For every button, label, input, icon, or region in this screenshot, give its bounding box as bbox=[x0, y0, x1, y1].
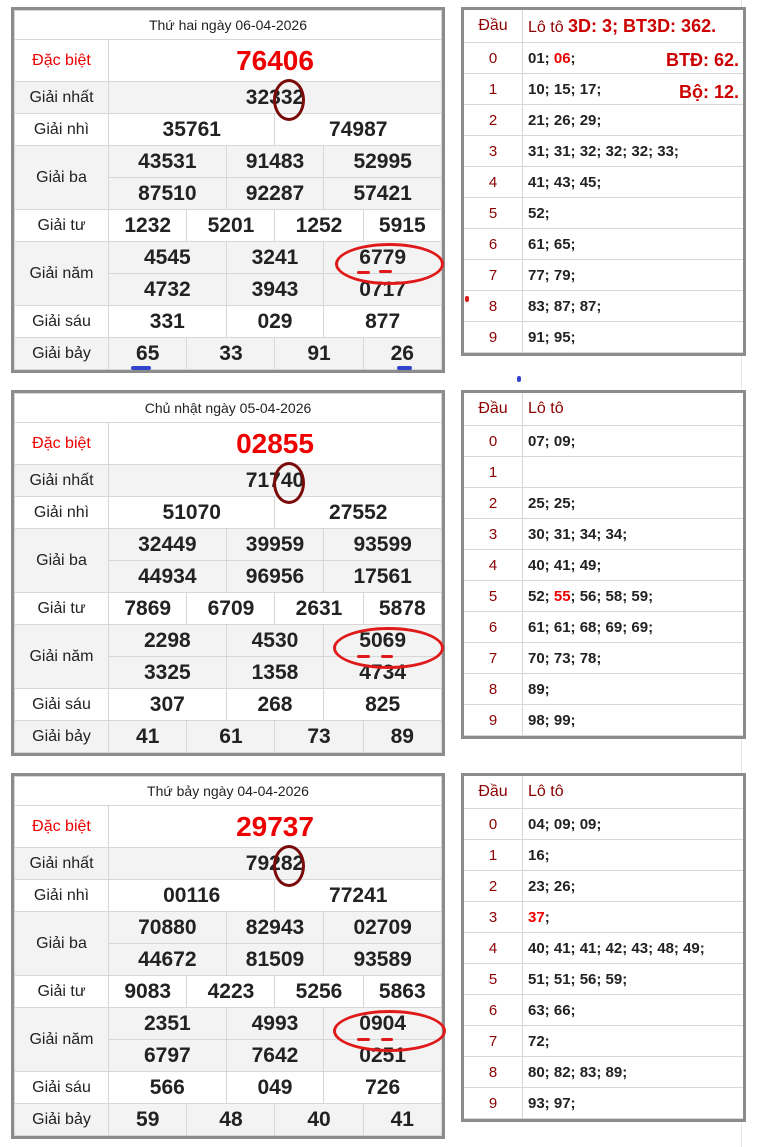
fourth-prize: 5915 bbox=[363, 210, 441, 242]
seventh-prize: 41 bbox=[363, 1104, 441, 1136]
loto-row bbox=[464, 995, 743, 1026]
loto-values bbox=[523, 488, 744, 519]
results-table-2 bbox=[11, 390, 445, 756]
loto-rows bbox=[464, 809, 743, 1119]
special-prize: 76406 bbox=[109, 40, 442, 82]
loto-values bbox=[523, 643, 744, 674]
loto-dau: 4 bbox=[464, 550, 523, 581]
loto-row bbox=[464, 1026, 743, 1057]
third-prize: 81509 bbox=[226, 944, 324, 976]
fifth-prize: 4734 bbox=[324, 657, 442, 689]
loto-row bbox=[464, 840, 743, 871]
loto-value: 51; 51; 56; 59; bbox=[528, 970, 628, 988]
second-prize: 51070 bbox=[109, 497, 275, 529]
oval-mark bbox=[333, 1010, 446, 1052]
loto-row bbox=[464, 291, 743, 322]
loto-dau: 6 bbox=[464, 229, 523, 260]
fifth-prize: 3943 bbox=[226, 274, 324, 306]
loto-values bbox=[523, 1088, 744, 1119]
loto-dau: 6 bbox=[464, 995, 523, 1026]
label-fifth: Giải năm bbox=[15, 242, 109, 306]
fourth-prize: 6709 bbox=[187, 593, 275, 625]
loto-values bbox=[523, 995, 744, 1026]
draw-date: Thứ bảy ngày 04-04-2026 bbox=[15, 777, 442, 806]
loto-dau: 9 bbox=[464, 322, 523, 353]
loto-row bbox=[464, 198, 743, 229]
fifth-prize: 0904 bbox=[324, 1008, 442, 1040]
loto-value: ; bbox=[544, 908, 550, 926]
fourth-prize: 7869 bbox=[109, 593, 187, 625]
sixth-prize: 726 bbox=[324, 1072, 442, 1104]
second-prize: 74987 bbox=[275, 114, 442, 146]
loto-value: 25; 25; bbox=[528, 494, 576, 512]
label-special: Đặc biệt bbox=[15, 40, 109, 82]
third-prize: 44672 bbox=[109, 944, 227, 976]
loto-value: 98; 99; bbox=[528, 711, 576, 729]
draw-block-1 bbox=[0, 7, 762, 377]
results-table-1 bbox=[11, 7, 445, 373]
loto-values bbox=[523, 426, 744, 457]
seventh-prize: 59 bbox=[109, 1104, 187, 1136]
loto-dau: 9 bbox=[464, 705, 523, 736]
loto-header: Lô tô 3D: 3; BT3D: 362. bbox=[523, 10, 744, 43]
loto-dau: 7 bbox=[464, 643, 523, 674]
loto-values bbox=[523, 933, 744, 964]
loto-values bbox=[523, 1026, 744, 1057]
fifth-prize: 1358 bbox=[226, 657, 324, 689]
loto-value: 63; 66; bbox=[528, 1001, 576, 1019]
third-prize: 82943 bbox=[226, 912, 324, 944]
label-seventh: Giải bảy bbox=[15, 721, 109, 753]
loto-row bbox=[464, 1088, 743, 1119]
third-prize: 39959 bbox=[226, 529, 324, 561]
loto-row bbox=[464, 136, 743, 167]
loto-values bbox=[523, 705, 744, 736]
loto-row bbox=[464, 519, 743, 550]
circle-mark bbox=[273, 845, 305, 887]
results-table-3 bbox=[11, 773, 445, 1139]
label-special: Đặc biệt bbox=[15, 423, 109, 465]
loto-values bbox=[523, 809, 744, 840]
loto-value: 40; 41; 49; bbox=[528, 556, 602, 574]
third-prize: 57421 bbox=[324, 178, 442, 210]
dash-mark bbox=[357, 271, 370, 274]
loto-dau: 7 bbox=[464, 1026, 523, 1057]
loto-row bbox=[464, 105, 743, 136]
loto-row bbox=[464, 964, 743, 995]
loto-value: 91; 95; bbox=[528, 328, 576, 346]
oval-mark bbox=[333, 627, 444, 669]
loto-value: 21; 26; 29; bbox=[528, 111, 602, 129]
loto-dau: 0 bbox=[464, 426, 523, 457]
loto-dau: 3 bbox=[464, 902, 523, 933]
loto-dau: 3 bbox=[464, 136, 523, 167]
loto-value: 04; 09; 09; bbox=[528, 815, 602, 833]
loto-dau: 1 bbox=[464, 74, 523, 105]
dash-mark bbox=[381, 655, 393, 658]
label-sixth: Giải sáu bbox=[15, 306, 109, 338]
loto-row bbox=[464, 229, 743, 260]
loto-row bbox=[464, 1057, 743, 1088]
label-third: Giải ba bbox=[15, 146, 109, 210]
third-prize: 32449 bbox=[109, 529, 227, 561]
third-prize: 44934 bbox=[109, 561, 227, 593]
label-fourth: Giải tư bbox=[15, 976, 109, 1008]
loto-row bbox=[464, 581, 743, 612]
fifth-prize: 5069 bbox=[324, 625, 442, 657]
loto-value: 52; bbox=[528, 204, 550, 222]
loto-values bbox=[523, 550, 744, 581]
loto-values bbox=[523, 964, 744, 995]
third-prize: 92287 bbox=[226, 178, 324, 210]
label-third: Giải ba bbox=[15, 529, 109, 593]
loto-dau: 7 bbox=[464, 260, 523, 291]
loto-values bbox=[523, 105, 744, 136]
label-second: Giải nhì bbox=[15, 880, 109, 912]
seventh-prize: 48 bbox=[187, 1104, 275, 1136]
dash-mark bbox=[357, 655, 370, 658]
loto-value: 01; bbox=[528, 49, 554, 67]
third-prize: 93589 bbox=[324, 944, 442, 976]
loto-values bbox=[523, 457, 744, 488]
seventh-prize: 65 bbox=[109, 338, 187, 370]
loto-values bbox=[523, 322, 744, 353]
loto-value: 07; 09; bbox=[528, 432, 576, 450]
stat-btd: BTĐ: 62. bbox=[665, 50, 739, 70]
third-prize: 52995 bbox=[324, 146, 442, 178]
label-first: Giải nhất bbox=[15, 465, 109, 497]
loto-values bbox=[523, 260, 744, 291]
label-second: Giải nhì bbox=[15, 497, 109, 529]
third-prize: 93599 bbox=[324, 529, 442, 561]
fifth-prize: 0717 bbox=[324, 274, 442, 306]
loto-values bbox=[523, 840, 744, 871]
loto-values bbox=[523, 229, 744, 260]
loto-values bbox=[523, 581, 744, 612]
draw-date: Thứ hai ngày 06-04-2026 bbox=[15, 11, 442, 40]
loto-value: 31; 31; 32; 32; 32; 33; bbox=[528, 142, 679, 160]
seventh-prize: 89 bbox=[363, 721, 441, 753]
label-sixth: Giải sáu bbox=[15, 689, 109, 721]
loto-dau: 8 bbox=[464, 1057, 523, 1088]
loto-value: 55 bbox=[553, 587, 571, 605]
fifth-prize: 2298 bbox=[109, 625, 227, 657]
seventh-prize: 91 bbox=[275, 338, 363, 370]
loto-dau: 3 bbox=[464, 519, 523, 550]
sixth-prize: 566 bbox=[109, 1072, 227, 1104]
loto-row bbox=[464, 167, 743, 198]
special-prize: 29737 bbox=[109, 806, 442, 848]
sixth-prize: 307 bbox=[109, 689, 227, 721]
label-seventh: Giải bảy bbox=[15, 1104, 109, 1136]
loto-row bbox=[464, 902, 743, 933]
loto-value: 80; 82; 83; 89; bbox=[528, 1063, 628, 1081]
loto-value: 40; 41; 41; 42; 43; 48; 49; bbox=[528, 939, 705, 957]
loto-row bbox=[464, 933, 743, 964]
seventh-prize: 73 bbox=[275, 721, 363, 753]
fifth-prize: 4993 bbox=[226, 1008, 324, 1040]
loto-value: 37 bbox=[528, 908, 545, 926]
label-seventh: Giải bảy bbox=[15, 338, 109, 370]
label-first: Giải nhất bbox=[15, 848, 109, 880]
loto-values bbox=[523, 167, 744, 198]
loto-value: 70; 73; 78; bbox=[528, 649, 602, 667]
loto-dau: 5 bbox=[464, 198, 523, 229]
loto-row bbox=[464, 809, 743, 840]
loto-dau: 9 bbox=[464, 1088, 523, 1119]
label-second: Giải nhì bbox=[15, 114, 109, 146]
loto-header: Lô tô bbox=[523, 393, 744, 426]
first-prize: 71740 bbox=[109, 465, 442, 497]
dash-mark bbox=[357, 1038, 370, 1041]
second-prize: 27552 bbox=[275, 497, 442, 529]
loto-value: 52; bbox=[528, 587, 554, 605]
fifth-prize: 6797 bbox=[109, 1040, 227, 1072]
loto-rows bbox=[464, 426, 743, 736]
fourth-prize: 5863 bbox=[363, 976, 441, 1008]
fourth-prize: 1232 bbox=[109, 210, 187, 242]
loto-row bbox=[464, 260, 743, 291]
loto-row bbox=[464, 322, 743, 353]
loto-row bbox=[464, 705, 743, 736]
fourth-prize: 1252 bbox=[275, 210, 363, 242]
dot-mark bbox=[465, 296, 469, 302]
label-fourth: Giải tư bbox=[15, 593, 109, 625]
underline-mark bbox=[397, 366, 412, 370]
loto-values bbox=[523, 902, 744, 933]
label-first: Giải nhất bbox=[15, 82, 109, 114]
fourth-prize: 9083 bbox=[109, 976, 187, 1008]
draw-block-2 bbox=[0, 390, 762, 760]
loto-table-1 bbox=[461, 7, 746, 356]
label-fourth: Giải tư bbox=[15, 210, 109, 242]
loto-row bbox=[464, 643, 743, 674]
seventh-prize: 41 bbox=[109, 721, 187, 753]
loto-header: Lô tô bbox=[523, 776, 744, 809]
fourth-prize: 5201 bbox=[187, 210, 275, 242]
label-special: Đặc biệt bbox=[15, 806, 109, 848]
loto-value: ; bbox=[570, 49, 576, 67]
dau-header: Đầu bbox=[464, 776, 523, 809]
loto-values bbox=[523, 519, 744, 550]
loto-value: 61; 65; bbox=[528, 235, 576, 253]
loto-value: 16; bbox=[528, 846, 550, 864]
sixth-prize: 825 bbox=[324, 689, 442, 721]
third-prize: 70880 bbox=[109, 912, 227, 944]
special-prize: 02855 bbox=[109, 423, 442, 465]
fifth-prize: 3241 bbox=[226, 242, 324, 274]
fifth-prize: 7642 bbox=[226, 1040, 324, 1072]
loto-value: 77; 79; bbox=[528, 266, 576, 284]
circle-mark bbox=[273, 79, 305, 121]
loto-dau: 1 bbox=[464, 457, 523, 488]
seventh-prize: 61 bbox=[187, 721, 275, 753]
underline-mark bbox=[131, 366, 151, 370]
seventh-prize: 33 bbox=[187, 338, 275, 370]
loto-dau: 6 bbox=[464, 612, 523, 643]
sixth-prize: 049 bbox=[226, 1072, 324, 1104]
second-prize: 35761 bbox=[109, 114, 275, 146]
label-sixth: Giải sáu bbox=[15, 1072, 109, 1104]
loto-row bbox=[464, 457, 743, 488]
fifth-prize: 0251 bbox=[324, 1040, 442, 1072]
loto-values bbox=[523, 871, 744, 902]
fifth-prize: 4545 bbox=[109, 242, 227, 274]
fourth-prize: 4223 bbox=[187, 976, 275, 1008]
sixth-prize: 331 bbox=[109, 306, 227, 338]
loto-values bbox=[523, 136, 744, 167]
loto-row bbox=[464, 426, 743, 457]
circle-mark bbox=[273, 462, 305, 504]
stat-3d: 3D: 3; BT3D: 362. bbox=[568, 15, 717, 36]
fourth-prize: 2631 bbox=[275, 593, 363, 625]
loto-values bbox=[523, 198, 744, 229]
loto-row bbox=[464, 550, 743, 581]
dau-header: Đầu bbox=[464, 10, 523, 43]
second-prize: 00116 bbox=[109, 880, 275, 912]
loto-row bbox=[464, 674, 743, 705]
loto-value: 61; 61; 68; 69; 69; bbox=[528, 618, 654, 636]
seventh-prize: 26 bbox=[363, 338, 441, 370]
loto-table-2 bbox=[461, 390, 746, 739]
loto-row bbox=[464, 488, 743, 519]
loto-value: 23; 26; bbox=[528, 877, 576, 895]
third-prize: 17561 bbox=[324, 561, 442, 593]
loto-table-3 bbox=[461, 773, 746, 1122]
loto-dau: 8 bbox=[464, 291, 523, 322]
oval-mark bbox=[335, 243, 444, 285]
loto-value: 83; 87; 87; bbox=[528, 297, 602, 315]
first-prize: 32332 bbox=[109, 82, 442, 114]
loto-values bbox=[523, 674, 744, 705]
draw-date: Chủ nhật ngày 05-04-2026 bbox=[15, 394, 442, 423]
loto-dau: 5 bbox=[464, 581, 523, 612]
third-prize: 91483 bbox=[226, 146, 324, 178]
sixth-prize: 877 bbox=[324, 306, 442, 338]
loto-value: 93; 97; bbox=[528, 1094, 576, 1112]
loto-value: 41; 43; 45; bbox=[528, 173, 602, 191]
second-prize: 77241 bbox=[275, 880, 442, 912]
loto-dau: 2 bbox=[464, 871, 523, 902]
loto-dau: 5 bbox=[464, 964, 523, 995]
fifth-prize: 2351 bbox=[109, 1008, 227, 1040]
label-fifth: Giải năm bbox=[15, 1008, 109, 1072]
label-third: Giải ba bbox=[15, 912, 109, 976]
dash-mark bbox=[379, 270, 392, 273]
fifth-prize: 3325 bbox=[109, 657, 227, 689]
loto-dau: 0 bbox=[464, 809, 523, 840]
loto-row bbox=[464, 612, 743, 643]
fourth-prize: 5256 bbox=[275, 976, 363, 1008]
loto-value: 10; 15; 17; bbox=[528, 80, 602, 98]
loto-values bbox=[523, 1057, 744, 1088]
sixth-prize: 029 bbox=[226, 306, 324, 338]
loto-values bbox=[523, 291, 744, 322]
loto-value: 89; bbox=[528, 680, 550, 698]
third-prize: 87510 bbox=[109, 178, 227, 210]
third-prize: 96956 bbox=[226, 561, 324, 593]
loto-value: 30; 31; 34; 34; bbox=[528, 525, 628, 543]
third-prize: 43531 bbox=[109, 146, 227, 178]
loto-dau: 4 bbox=[464, 933, 523, 964]
stat-bo: Bộ: 12. bbox=[678, 82, 739, 102]
fifth-prize: 6779 bbox=[324, 242, 442, 274]
loto-value: ; 56; 58; 59; bbox=[570, 587, 654, 605]
loto-dau: 8 bbox=[464, 674, 523, 705]
loto-values bbox=[523, 612, 744, 643]
loto-dau: 1 bbox=[464, 840, 523, 871]
draw-block-3 bbox=[0, 773, 762, 1143]
third-prize: 02709 bbox=[324, 912, 442, 944]
label-fifth: Giải năm bbox=[15, 625, 109, 689]
loto-value: 72; bbox=[528, 1032, 550, 1050]
fifth-prize: 4530 bbox=[226, 625, 324, 657]
loto-dau: 2 bbox=[464, 488, 523, 519]
loto-value: 06 bbox=[553, 49, 571, 67]
loto-dau: 0 bbox=[464, 43, 523, 74]
loto-row bbox=[464, 871, 743, 902]
first-prize: 79282 bbox=[109, 848, 442, 880]
dash-mark bbox=[381, 1038, 393, 1041]
loto-dau: 2 bbox=[464, 105, 523, 136]
fifth-prize: 4732 bbox=[109, 274, 227, 306]
sixth-prize: 268 bbox=[226, 689, 324, 721]
dau-header: Đầu bbox=[464, 393, 523, 426]
fourth-prize: 5878 bbox=[363, 593, 441, 625]
dot-mark bbox=[517, 376, 521, 382]
loto-dau: 4 bbox=[464, 167, 523, 198]
seventh-prize: 40 bbox=[275, 1104, 363, 1136]
